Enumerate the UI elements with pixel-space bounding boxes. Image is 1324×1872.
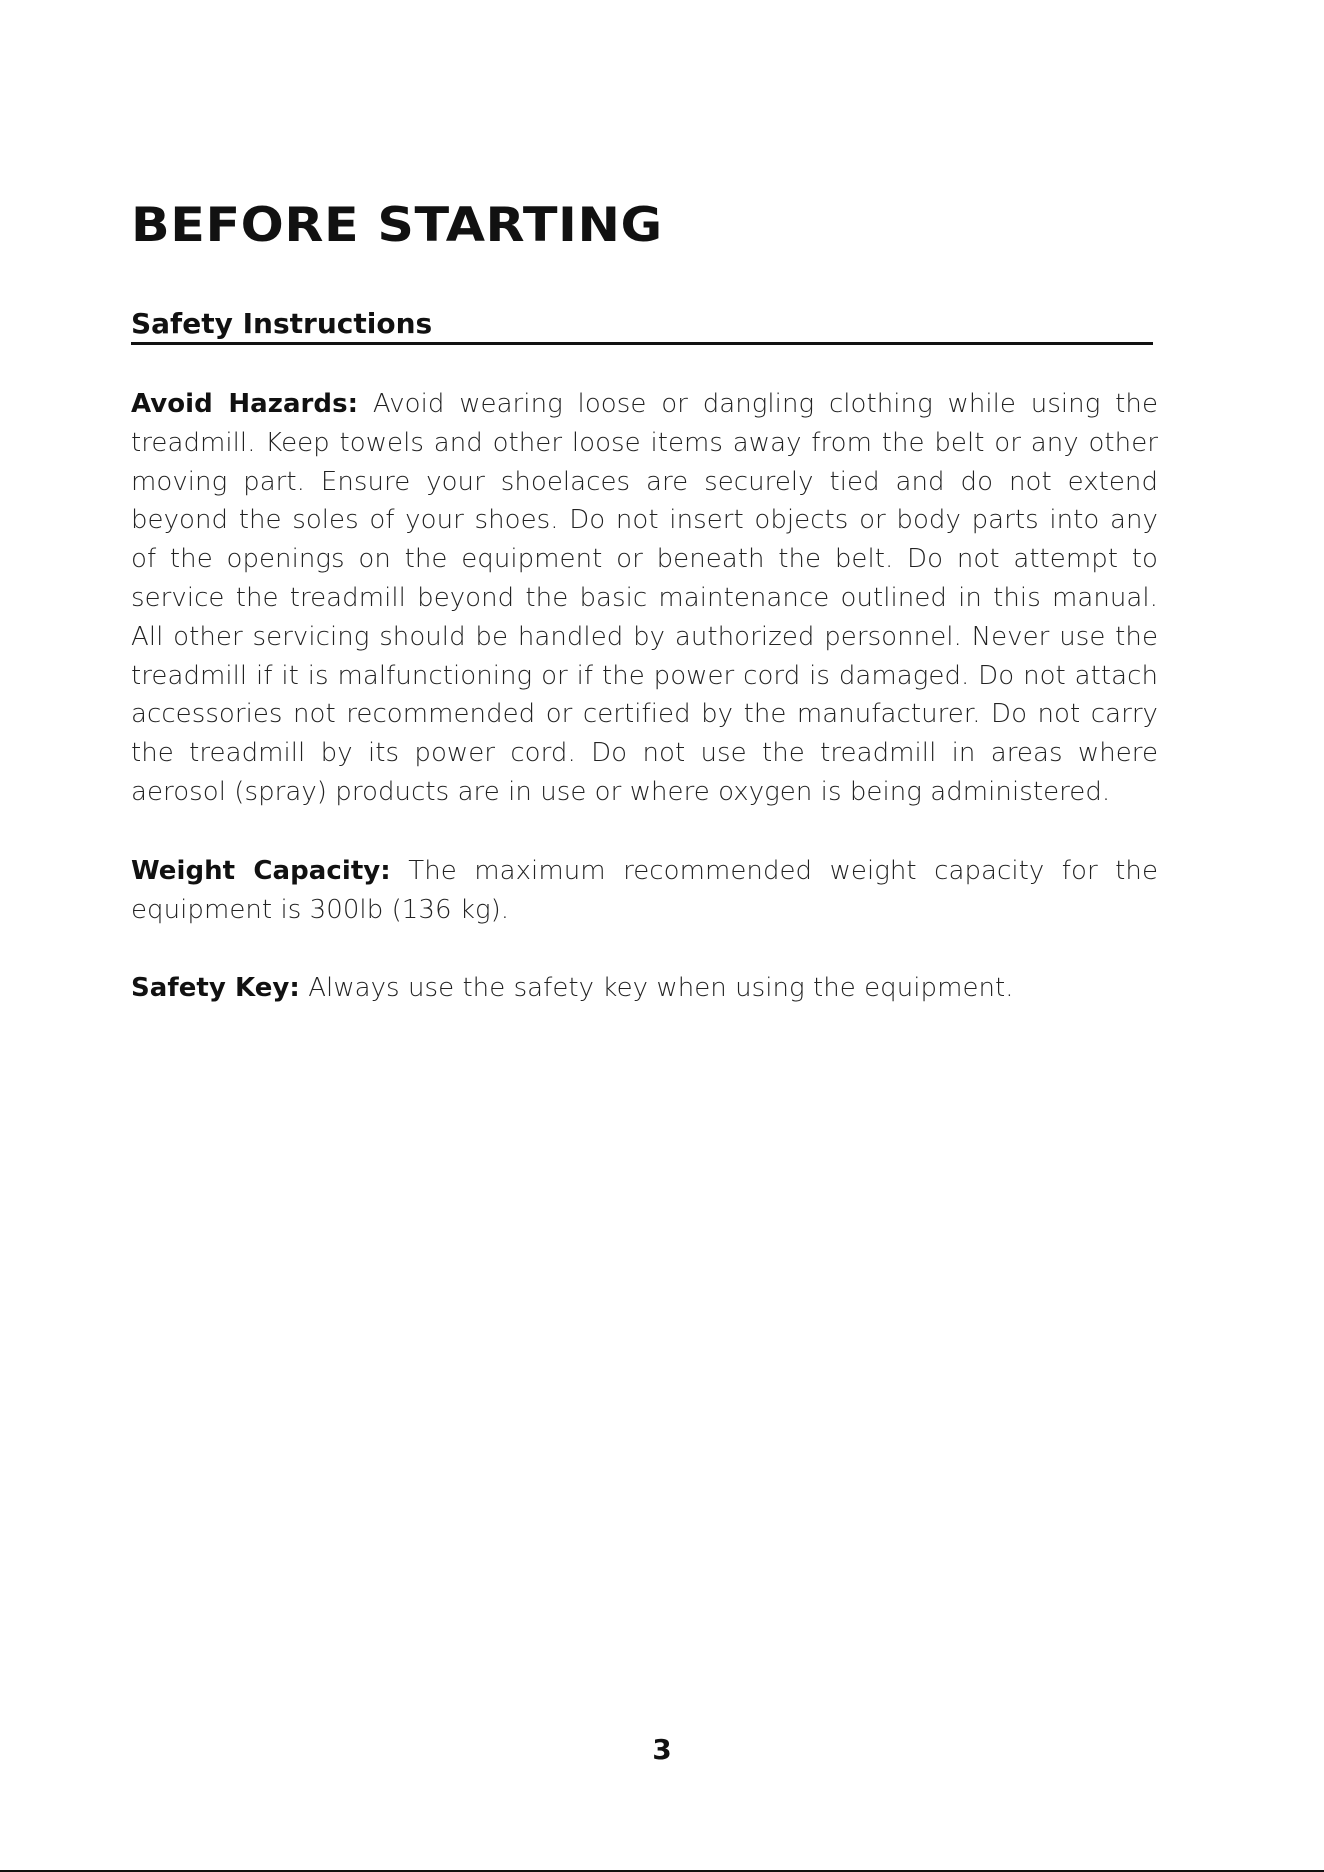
- section-heading-text: Safety Instructions: [131, 307, 433, 340]
- safety-key-paragraph: [131, 969, 1158, 1008]
- section-heading: [131, 305, 1153, 345]
- avoid-hazards-label: Avoid Hazards:: [131, 389, 359, 419]
- weight-capacity-label: Weight Capacity:: [131, 855, 391, 886]
- avoid-hazards-text: Avoid wearing loose or dangling clothing while using the treadmill. Keep towels and other loose items away from the belt or any other moving part. Ensure your shoelaces are securely tied and do not extend beyond the soles of your shoes. Do not insert objects or body parts into any of the openings on the equipment or beneath the belt. Do not attempt to service the treadmill beyond the basic maintenance outlined in this manual. All other servicing should be handled by authorized personnel. Never use the treadmill if it is malfunctioning or if the power cord is damaged. Do not attach accessories not recommended or certified by the manufacturer. Do not carry the treadmill by its power cord. Do not use the treadmill in areas where aerosol (spray) products are in use or where oxygen is being administered.: [131, 389, 1158, 807]
- safety-key-text: Always use the safety key when using the equipment.: [308, 973, 1014, 1004]
- safety-content: [131, 385, 1158, 1048]
- page-title: BEFORE STARTING: [131, 198, 663, 253]
- page-number: 3: [652, 1733, 672, 1766]
- weight-capacity-paragraph: [131, 852, 1158, 930]
- avoid-hazards-paragraph: [131, 385, 1158, 812]
- safety-key-label: Safety Key:: [131, 973, 300, 1004]
- weight-capacity-text: The maximum recommended weight capacity for the equipment is 300lb (136 kg).: [131, 855, 1158, 925]
